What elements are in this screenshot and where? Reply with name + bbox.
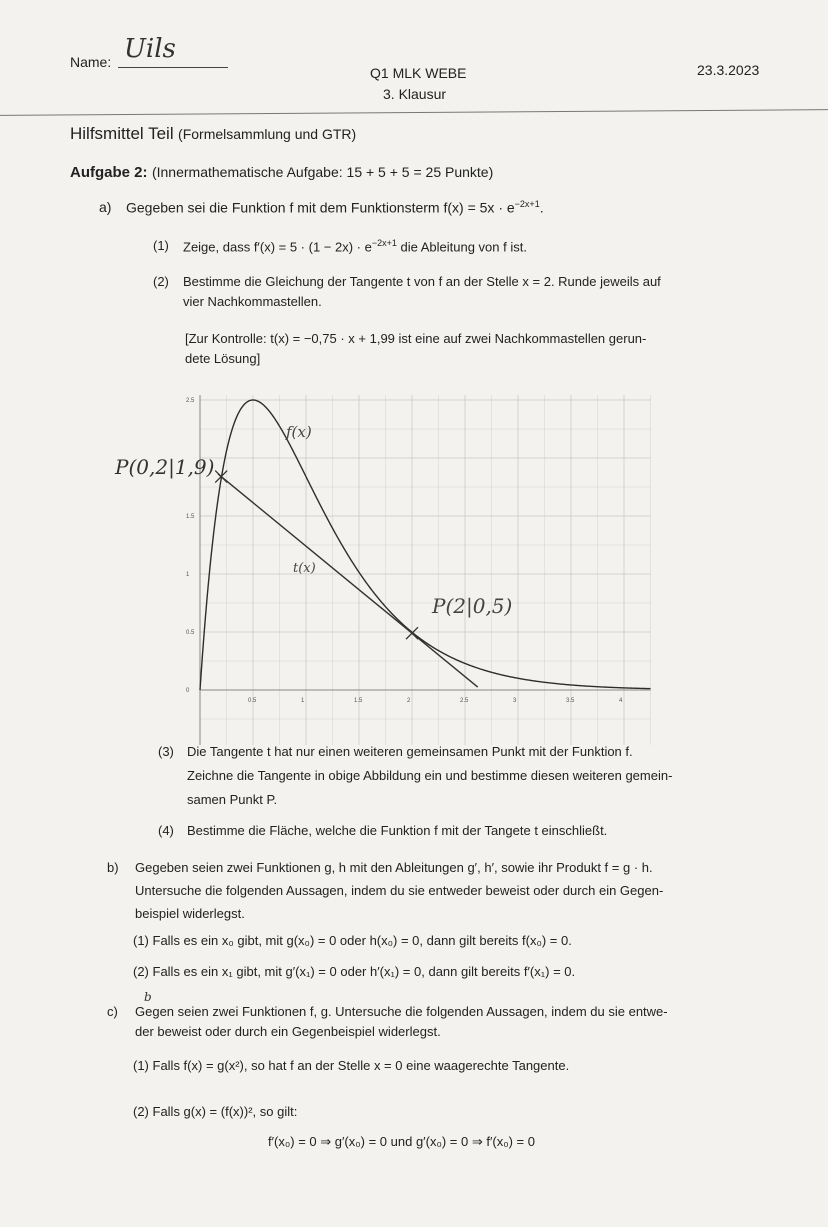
part-b-label: b)	[107, 860, 119, 875]
q1-exp: −2x+1	[371, 238, 397, 248]
course-label: Q1 MLK WEBE	[370, 65, 467, 81]
part-b-line3: beispiel widerlegst.	[135, 906, 245, 921]
part-b-line1: Gegeben seien zwei Funktionen g, h mit den Ableitungen g′, h′, sowie ihr Produkt f = g · h.	[135, 860, 653, 875]
q4-label: (4)	[158, 823, 174, 838]
part-a-intro-end: .	[539, 199, 544, 216]
q1-text	[183, 238, 527, 254]
part-c-line2: der beweist oder durch ein Gegenbeispiel widerlegst.	[135, 1024, 441, 1039]
task-title: Aufgabe 2:	[70, 164, 148, 181]
q3-label: (3)	[158, 744, 174, 759]
part-b-line2: Untersuche die folgenden Aussagen, indem du sie entweder beweist oder durch ein Gegen-	[135, 883, 664, 898]
function-graph	[170, 395, 670, 745]
check-line1: [Zur Kontrolle: t(x) = −0,75 · x + 1,99 ist eine auf zwei Nachkommastellen gerun-	[185, 331, 647, 346]
y-tick-label: 2.5	[186, 398, 195, 404]
part-c-line1: Gegen seien zwei Funktionen f, g. Untersuche die folgenden Aussagen, indem du sie entwe-	[135, 1004, 668, 1019]
y-tick-label: 0.5	[186, 630, 195, 636]
graph-grid	[200, 395, 651, 745]
section-heading	[70, 124, 356, 144]
graph-tick-labels	[186, 398, 623, 745]
part-c-label: c)	[107, 1004, 118, 1019]
section-title: Hilfsmittel Teil	[70, 124, 174, 143]
x-tick-label: 2.5	[460, 698, 469, 704]
hand-correction-mark: b	[144, 990, 152, 1004]
q4-text: Bestimme die Fläche, welche die Funktion f mit der Tangete t einschließt.	[187, 823, 608, 838]
q3-line2: Zeichne die Tangente in obige Abbildung ein und bestimme diesen weiteren gemein-	[187, 768, 673, 783]
y-tick-label: 0	[186, 688, 190, 694]
part-c-formula: f′(x₀) = 0 ⇒ g′(x₀) = 0 und g′(x₀) = 0 ⇒ f′(x₀) = 0	[268, 1134, 535, 1149]
hand-label-t: t(x)	[293, 561, 316, 576]
task-note: (Innermathematische Aufgabe: 15 + 5 + 5 = 25 Punkte)	[151, 164, 494, 180]
hand-label-p1: P(0,2|1,9)	[115, 455, 215, 479]
x-tick-label: 3.5	[566, 698, 575, 704]
q3-line1: Die Tangente t hat nur einen weiteren gemeinsamen Punkt mit der Funktion f.	[187, 744, 633, 759]
section-note: (Formelsammlung und GTR)	[178, 126, 357, 142]
x-tick-label: 2	[407, 698, 411, 704]
y-tick-label: 1	[186, 572, 190, 578]
part-b-statement2: (2) Falls es ein x₁ gibt, mit g′(x₁) = 0 oder h′(x₁) = 0, dann gilt bereits f′(x₁) = 0.	[133, 964, 576, 979]
hand-label-f: f(x)	[286, 423, 312, 441]
y-tick-label: 1.5	[186, 514, 195, 520]
part-a-label: a)	[99, 199, 112, 215]
x-tick-label: 1.5	[354, 698, 363, 704]
x-tick-label: 1	[301, 698, 305, 704]
header-divider	[0, 109, 828, 116]
x-tick-label: 0.5	[248, 698, 257, 704]
part-c-statement1: (1) Falls f(x) = g(x²), so hat f an der Stelle x = 0 eine waagerechte Tangente.	[133, 1058, 570, 1073]
q1-text-main: Zeige, dass f′(x) = 5 · (1 − 2x) · e	[183, 239, 372, 255]
name-label: Name:	[70, 54, 112, 70]
q2-line1: Bestimme die Gleichung der Tangente t von f an der Stelle x = 2. Runde jeweils auf	[183, 274, 661, 289]
check-line2: dete Lösung]	[185, 351, 261, 366]
hand-label-p2: P(2|0,5)	[432, 594, 513, 618]
task-heading	[70, 164, 493, 182]
part-c-statement2: (2) Falls g(x) = (f(x))², so gilt:	[133, 1104, 298, 1119]
q2-label: (2)	[153, 274, 169, 289]
x-tick-label: 3	[513, 698, 517, 704]
part-b-statement1: (1) Falls es ein x₀ gibt, mit g(x₀) = 0 oder h(x₀) = 0, dann gilt bereits f(x₀) = 0.	[133, 933, 572, 948]
part-a-intro-exp: −2x+1	[514, 199, 540, 209]
exam-date: 23.3.2023	[697, 62, 760, 78]
student-name: Uils	[124, 34, 176, 64]
q2-line2: vier Nachkommastellen.	[183, 294, 322, 309]
name-underline	[118, 67, 228, 68]
part-a-intro-text: Gegeben sei die Funktion f mit dem Funktionsterm f(x) = 5x · e	[126, 199, 515, 216]
q1-text-end: die Ableitung von f ist.	[396, 239, 527, 255]
part-a-intro	[126, 199, 544, 216]
q1-label: (1)	[153, 238, 169, 253]
q3-line3: samen Punkt P.	[187, 792, 278, 807]
graph-axes	[200, 395, 651, 745]
tangent-line	[218, 474, 478, 687]
exam-label: 3. Klausur	[383, 86, 447, 102]
x-tick-label: 4	[619, 698, 623, 704]
